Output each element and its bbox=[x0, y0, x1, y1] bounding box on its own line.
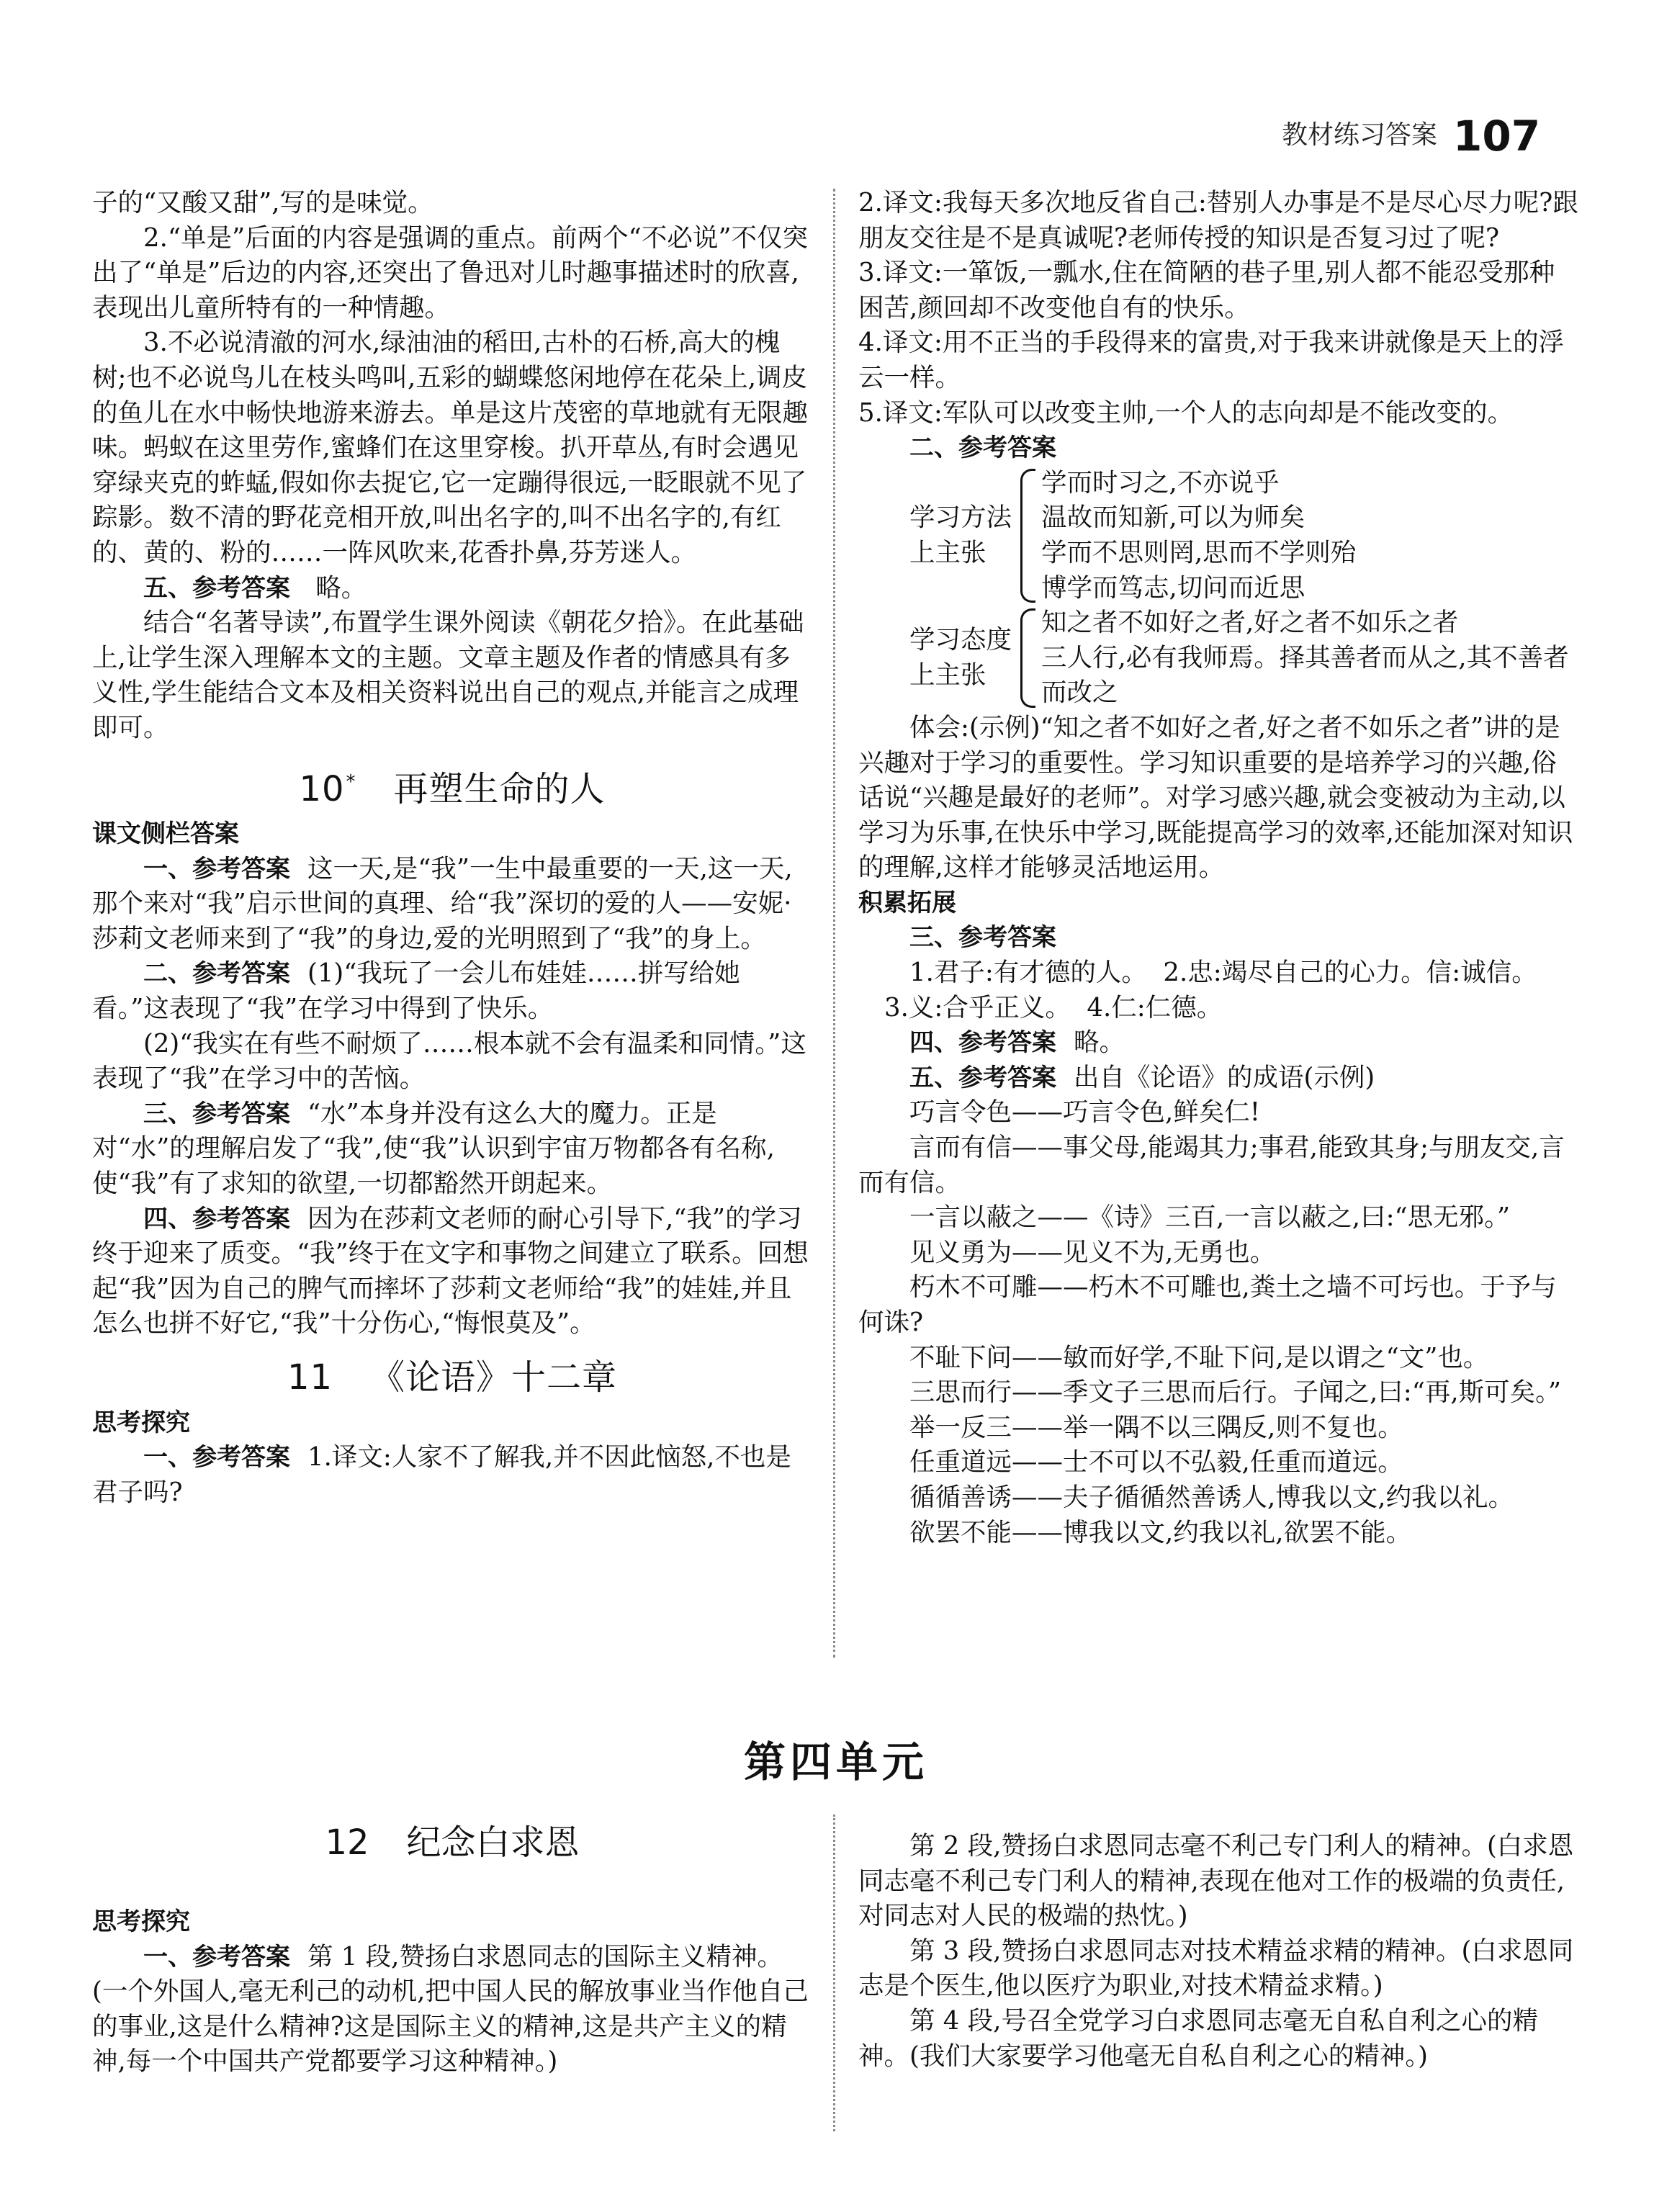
answer-paragraph: 结合“名著导读”,布置学生课外阅读《朝花夕拾》。在此基础上,让学生深入理解本文的主题。文章主题及作者的情感具有多义性,学生能结合文本及相关资料说出自己的观点,并能言之成理即可。 bbox=[92, 608, 804, 742]
idiom-item: 见义勇为——见义不为,无勇也。 bbox=[909, 1237, 1276, 1267]
answer-text: “水”本身并没有这么大的魔力。正是对“水”的理解启发了“我”,使“我”认识到宇宙万物都各有名称,使“我”有了求知的欲望,一切都豁然开朗起来。 bbox=[92, 1098, 775, 1199]
answer-text: 3.义:合乎正义。 4.仁:仁德。 bbox=[884, 992, 1223, 1022]
section-heading: 思考探究 bbox=[92, 1907, 190, 1936]
lesson-number: 12 bbox=[325, 1822, 369, 1863]
header-label: 教材练习答案 bbox=[1282, 120, 1438, 150]
answer-label: 一、参考答案 bbox=[143, 1443, 290, 1473]
column-divider bbox=[833, 189, 835, 1658]
group-items bbox=[1041, 466, 1578, 606]
answer-paragraph bbox=[92, 956, 812, 1026]
page-number: 107 bbox=[1453, 112, 1541, 161]
answer-text: 1.君子:有才德的人。 2.忠:竭尽自己的心力。信:诚信。 bbox=[909, 958, 1537, 988]
answer-paragraph bbox=[92, 1940, 812, 2080]
right-column bbox=[858, 186, 1578, 1550]
translation-item: 3.译文:一箪饭,一瓢水,住在简陋的巷子里,别人都不能忍受那种困苦,颜回却不改变他自有的快乐。 bbox=[858, 258, 1555, 323]
answer-text: 略。 bbox=[315, 572, 367, 603]
lesson-title bbox=[92, 1815, 812, 1864]
column-divider bbox=[833, 1815, 835, 2131]
group-item: 学而时习之,不亦说乎 bbox=[1041, 467, 1280, 498]
idiom-item: 不耻下问——敏而好学,不耻下问,是以谓之“文”也。 bbox=[909, 1342, 1489, 1372]
answer-paragraph: (2)“我实在有些不耐烦了……根本就不会有温柔和同情。”这表现了“我”在学习中的苦恼。 bbox=[92, 1028, 806, 1094]
idiom-item: 三思而行——季文子三思而后行。子闻之,曰:“再,斯可矣。” bbox=[909, 1377, 1562, 1408]
brace-icon bbox=[1020, 469, 1035, 603]
right-column-bottom bbox=[858, 1829, 1578, 2074]
idiom-item: 欲罢不能——博我以文,约我以礼,欲罢不能。 bbox=[909, 1517, 1412, 1547]
answer-text: 这一天,是“我”一生中最重要的一天,这一天,那个来对“我”启示世间的真理、给“我”深切的爱的人——安妮·莎莉文老师来到了“我”的身边,爱的光明照到了“我”的身上。 bbox=[92, 853, 793, 953]
answer-label: 五、参考答案 bbox=[909, 1063, 1056, 1092]
translation-item: 5.译文:军队可以改变主帅,一个人的志向却是不能改变的。 bbox=[858, 397, 1514, 428]
answer-text: 因为在莎莉文老师的耐心引导下,“我”的学习终于迎来了质变。“我”终于在文字和事物之间建立了联系。回想起“我”因为自己的脾气而摔坏了莎莉文老师给“我”的娃娃,并且怎么也拼不好它,“我”十分伤心,“悔恨莫及”。 bbox=[92, 1203, 809, 1339]
answer-label: 三、参考答案 bbox=[143, 1099, 290, 1128]
group-item: 博学而笃志,切问而近思 bbox=[1041, 572, 1305, 603]
answer-label: 三、参考答案 bbox=[909, 923, 1056, 953]
answer-paragraph bbox=[92, 852, 812, 957]
left-column-bottom bbox=[92, 1905, 812, 2080]
answer-paragraph bbox=[92, 1440, 812, 1510]
section-heading: 思考探究 bbox=[92, 1408, 190, 1437]
group-label: 学习态度上主张 bbox=[909, 625, 1012, 691]
lesson-number: 10* bbox=[299, 768, 356, 809]
lesson-name: 《论语》十二章 bbox=[370, 1357, 618, 1398]
lesson-title bbox=[92, 1357, 812, 1398]
left-column bbox=[92, 186, 812, 1510]
lesson-name: 再塑生命的人 bbox=[393, 768, 606, 809]
group-item: 知之者不如好之者,好之者不如乐之者 bbox=[1041, 608, 1459, 638]
page-header bbox=[1282, 107, 1541, 161]
answer-text: (1)“我玩了一会儿布娃娃……拼写给她看。”这表现了“我”在学习中得到了快乐。 bbox=[92, 958, 740, 1024]
answer-text: 第 1 段,赞扬白求恩同志的国际主义精神。(一个外国人,毫无利己的动机,把中国人民的解放事业当作他自己的事业,这是什么精神?这是国际主义的精神,这是共产主义的精神,每一个中国共产党都要学习这种精神。) bbox=[92, 1941, 809, 2077]
answer-text: 出自《论语》的成语(示例) bbox=[1074, 1062, 1375, 1092]
answer-paragraph bbox=[92, 1097, 812, 1202]
group-item: 学而不思则罔,思而不学则殆 bbox=[1041, 537, 1357, 567]
idiom-item: 循循善诱——夫子循循然善诱人,博我以文,约我以礼。 bbox=[909, 1482, 1514, 1512]
group-items bbox=[1041, 606, 1578, 711]
answer-label: 二、参考答案 bbox=[143, 959, 290, 989]
answer-paragraph bbox=[858, 1061, 1578, 1096]
group-item: 温故而知新,可以为师矣 bbox=[1041, 503, 1305, 533]
answer-paragraph bbox=[92, 571, 812, 606]
answer-label: 二、参考答案 bbox=[909, 433, 1056, 463]
study-attitude-group bbox=[909, 606, 1578, 711]
answer-paragraph: 第 3 段,赞扬白求恩同志对技术精益求精的精神。(白求恩同志是个医生,他以医疗为职业,对技术精益求精。) bbox=[858, 1936, 1574, 2001]
idiom-item: 巧言令色——巧言令色,鲜矣仁! bbox=[909, 1097, 1261, 1128]
translation-item: 4.译文:用不正当的手段得来的富贵,对于我来讲就像是天上的浮云一样。 bbox=[858, 328, 1565, 392]
unit-title: 第四单元 bbox=[743, 1737, 928, 1786]
group-label: 学习方法上主张 bbox=[909, 503, 1012, 567]
answer-label: 一、参考答案 bbox=[143, 854, 290, 884]
answer-label: 五、参考答案 bbox=[143, 573, 290, 603]
idiom-item: 举一反三——举一隅不以三隅反,则不复也。 bbox=[909, 1412, 1403, 1442]
answer-label-line bbox=[858, 431, 1578, 466]
study-method-group bbox=[909, 466, 1578, 606]
translation-item: 2.译文:我每天多次地反省自己:替别人办事是不是尽心尽力呢?跟朋友交往是不是真诚呢?老师传授的知识是否复习过了呢? bbox=[858, 188, 1578, 253]
answer-label: 四、参考答案 bbox=[909, 1028, 1056, 1058]
answer-paragraph: 3.不必说清澈的河水,绿油油的稻田,古朴的石桥,高大的槐树;也不必说鸟儿在枝头鸣叫,五彩的蝴蝶悠闲地停在花朵上,调皮的鱼儿在水中畅快地游来游去。单是这片茂密的草地就有无限趣味。蚂蚁在这里劳作,蜜蜂们在这里穿梭。扒开草丛,有时会遇见穿绿夹克的蚱蜢,假如你去捉它,它一定蹦得很远,一眨眼就不见了踪影。数不清的野花竞相开放,叫出名字的,叫不出名字的,有红的、黄的、粉的……一阵风吹来,花香扑鼻,芬芳迷人。 bbox=[92, 328, 809, 567]
section-heading: 积累拓展 bbox=[858, 888, 956, 917]
answer-paragraph: 体会:(示例)“知之者不如好之者,好之者不如乐之者”讲的是兴趣对于学习的重要性。学习知识重要的是培养学习的兴趣,俗话说“兴趣是最好的老师”。对学习感兴趣,就会变被动为主动,以学习为乐事,在快乐中学习,既能提高学习的效率,还能加深对知识的理解,这样才能够灵活地运用。 bbox=[858, 712, 1573, 883]
answer-label: 四、参考答案 bbox=[143, 1204, 290, 1233]
answer-label-line bbox=[858, 920, 1578, 956]
brace-icon bbox=[1020, 608, 1035, 708]
idiom-item: 言而有信——事父母,能竭其力;事君,能致其身;与朋友交,言而有信。 bbox=[858, 1133, 1565, 1197]
idiom-item: 朽木不可雕——朽木不可雕也,粪土之墙不可圬也。于予与何诛? bbox=[858, 1272, 1557, 1337]
answer-paragraph bbox=[858, 1025, 1578, 1061]
lesson-number: 11 bbox=[287, 1357, 333, 1398]
answer-paragraph: 第 2 段,赞扬白求恩同志毫不利己专门利人的精神。(白求恩同志毫不利己专门利人的精神,表现在他对工作的极端的负责任,对同志对人民的极端的热忱。) bbox=[858, 1831, 1574, 1931]
answer-text: 1.译文:人家不了解我,并不因此恼怒,不也是君子吗? bbox=[92, 1442, 791, 1507]
lesson-name: 纪念白求恩 bbox=[406, 1822, 580, 1863]
continued-text: 子的“又酸又甜”,写的是味觉。 bbox=[92, 188, 433, 217]
answer-text: 略。 bbox=[1074, 1028, 1125, 1058]
star-mark: * bbox=[346, 770, 356, 793]
idiom-item: 一言以蔽之——《诗》三百,一言以蔽之,曰:“思无邪。” bbox=[909, 1202, 1511, 1233]
answer-paragraph: 2.“单是”后面的内容是强调的重点。前两个“不必说”不仅突出了“单是”后边的内容,还突出了鲁迅对儿时趣事描述时的欣喜,表现出儿童所特有的一种情趣。 bbox=[92, 222, 808, 323]
idiom-item: 任重道远——士不可以不弘毅,任重而道远。 bbox=[909, 1447, 1403, 1478]
answer-paragraph: 第 4 段,号召全党学习白求恩同志毫无自私自利之心的精神。(我们大家要学习他毫无自私自利之心的精神。) bbox=[858, 2005, 1538, 2071]
lesson-title bbox=[92, 765, 812, 807]
answer-label: 一、参考答案 bbox=[143, 1942, 290, 1972]
group-item: 三人行,必有我师焉。择其善者而从之,其不善者而改之 bbox=[1041, 642, 1569, 708]
answer-paragraph bbox=[92, 1202, 812, 1341]
section-heading: 课文侧栏答案 bbox=[92, 819, 239, 849]
